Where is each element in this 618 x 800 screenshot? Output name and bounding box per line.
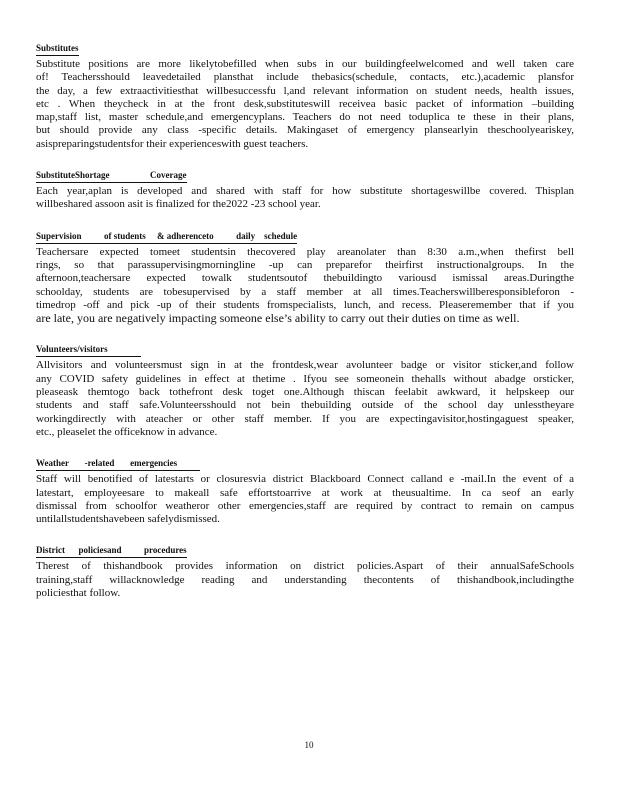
section-heading: Weather -related emergencies: [36, 458, 200, 471]
section-heading: Supervision of students & adherenceto daily schedule: [36, 231, 297, 244]
paragraph-line: Each year,aplan is developed and shared with staff for how substitute shortageswillbe covered. Thisplan: [36, 185, 574, 198]
paragraph-line: Therest of thishandbook provides information on district policies.Aspart of their annualSafeSchools: [36, 560, 574, 573]
section-volunteers-visitors: [36, 339, 574, 439]
paragraph-line: untilallstudentshavebeen safelydismissed.: [36, 513, 220, 526]
paragraph-line: are late, you are negatively impacting someone else’s ability to carry out their duties on time as well.: [36, 312, 520, 326]
paragraph-line: but should provide any class -specific details. Makingaset of emergency plansearlyin theschoolyeariskey,: [36, 124, 574, 137]
paragraph-line: map,staff list, master schedule,and emergencyplans. Teachers do not need toduplica te these in their plans,: [36, 111, 574, 124]
section-heading: Volunteers/visitors: [36, 344, 141, 357]
section-supervision: [36, 226, 574, 326]
paragraph-line: Staff will benotified of latestarts or closuresvia district Blackboard Connect calland e -mail.In the event of a: [36, 473, 574, 486]
paragraph-line: policiesthat follow.: [36, 587, 121, 600]
paragraph-line: workingdirectly with ateacher or other staff member. If you are expectingavisitor,hostingaguest speaker,: [36, 412, 574, 425]
section-heading: District policiesand procedures: [36, 545, 187, 558]
paragraph-line: of! Teachersshould leavedetailed plansthat include thebasics(schedule, contacts, etc.),academic plansfor: [36, 71, 574, 84]
page-number: 10: [304, 740, 314, 750]
section-substitutes: [36, 38, 574, 151]
section-heading: Substitutes: [36, 43, 79, 56]
paragraph-line: Allvisitors and volunteersmust sign in at the frontdesk,wear avolunteer badge or visitor sticker,and follow: [36, 359, 574, 372]
paragraph-line: timedrop -off and pick -up of their students fromspecialists, lunch, and recess. Pleaseremember that if you: [36, 298, 574, 311]
paragraph-line: afternoon,teachersare expected towalk studentsoutof thebuildingto variousd ismissal areas.Duringthe: [36, 272, 574, 285]
paragraph-line: the day, a few extraactivitiesthat willbesuccessfu l,and relevant information on student needs, health issues,: [36, 84, 574, 97]
section-district-policies: [36, 540, 574, 600]
paragraph-line: rings, so that parassupervisingmorningline -up can preparefor theirfirst instructionalgroups. In the: [36, 258, 574, 271]
paragraph-line: pleaseask themtogo back tothefront desk toget one.Although thiscan feelabit awkward, it helpskeep our: [36, 386, 574, 399]
paragraph-line: training,staff willacknowledge reading and understanding thecontents of thishandbook,includingthe: [36, 573, 574, 586]
paragraph-line: etc., pleaselet the officeknow in advance.: [36, 425, 218, 438]
paragraph-line: latestart, employeesare to makeall safe effortstoarrive at work at theusualtime. In ca seof an early: [36, 486, 574, 499]
paragraph-line: Teachersare expected tomeet studentsin thecovered play areanolater than 8:30 a.m.,when thefirst bell: [36, 245, 574, 258]
section-heading: SubstituteShortage Coverage: [36, 170, 187, 183]
paragraph-line: dismissal from schoolfor weatheror other emergencies,staff are required by contract to remain on campus: [36, 499, 574, 512]
paragraph-line: any COVID safety guidelines in effect at thetime . Ifyou see someonein thehalls without abadge orsticker,: [36, 372, 574, 385]
paragraph-line: schoolday, students are tobesupervised by a staff member at all times.Teacherswillberesponsibleforon -: [36, 285, 574, 298]
paragraph-line: etc . When theycheck in at the front desk,substituteswill receivea basic packet of information –building: [36, 97, 574, 110]
paragraph-line: willbeshared assoon asit is finalized for the2022 -23 school year.: [36, 198, 321, 211]
section-weather-emergencies: [36, 453, 574, 526]
paragraph-line: Substitute positions are more likelytobefilled when subs in our buildingfeelwelcomed and well taken care: [36, 58, 574, 70]
document-body: [36, 38, 574, 614]
paragraph-line: asispreparingstudentsfor their experienceswith guest teachers.: [36, 137, 309, 150]
paragraph-line: students and staff safe.Volunteersshould not bein thebuilding outside of the school day unlesstheyare: [36, 399, 574, 412]
section-substitute-shortage: [36, 165, 574, 212]
